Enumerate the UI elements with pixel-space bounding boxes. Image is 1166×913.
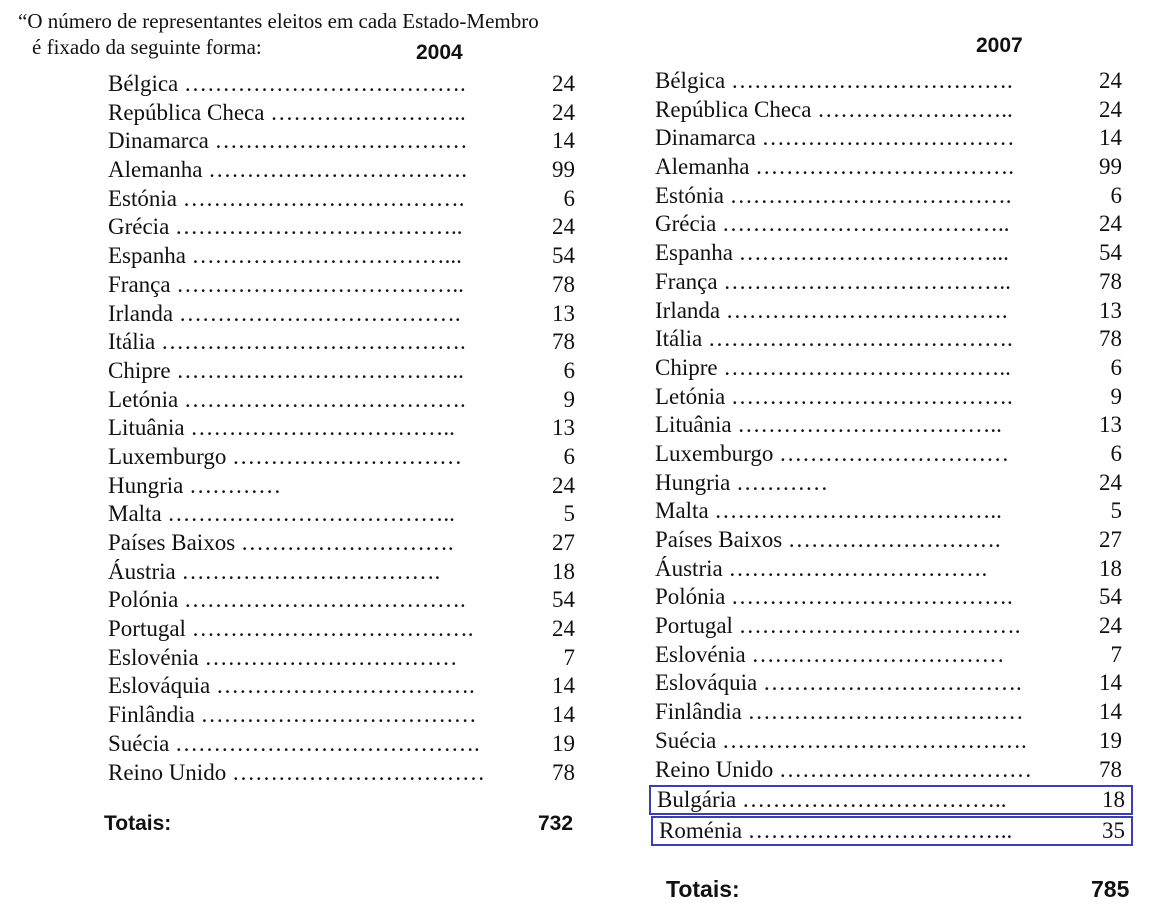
- list-item: [108, 759, 575, 788]
- list-item: [655, 526, 1122, 555]
- country-name: Espanha ……………………………...: [108, 243, 462, 269]
- list-item: [655, 239, 1122, 268]
- country-name: Reino Unido ……………………………: [655, 756, 1032, 782]
- list-item: [655, 411, 1122, 440]
- seat-count: 24: [1099, 211, 1122, 237]
- seat-count: 54: [1099, 584, 1122, 610]
- list-item: [108, 672, 575, 701]
- country-name: Países Baixos ……………………….: [655, 527, 1001, 552]
- list-item: [655, 698, 1122, 727]
- list-item: [108, 300, 575, 329]
- country-name: Eslovénia ……………………………: [108, 644, 458, 670]
- seat-count: 35: [1102, 818, 1125, 843]
- country-name: França ………………………………..: [655, 268, 1011, 294]
- seat-count: 24: [1099, 469, 1122, 495]
- seat-count: 54: [552, 243, 575, 269]
- country-name: Dinamarca ……………………………: [108, 128, 468, 154]
- totals-2007-value: 785: [1091, 876, 1130, 902]
- list-item: [108, 472, 575, 501]
- list-item: [108, 185, 575, 214]
- list-item: [108, 357, 575, 386]
- list-item: [655, 440, 1122, 469]
- seat-count: 24: [552, 616, 575, 642]
- highlight-row-romenia: [651, 816, 1133, 846]
- seat-count: 6: [563, 357, 575, 383]
- list-item: [108, 586, 575, 615]
- list-item: [655, 383, 1122, 412]
- list-item: [108, 414, 575, 443]
- list-item: [108, 127, 575, 156]
- list-item: [655, 583, 1122, 612]
- country-name: Portugal ……………………………….: [108, 616, 474, 642]
- country-name: Suécia ………………………………….: [108, 730, 480, 756]
- seat-count: 78: [1099, 326, 1122, 352]
- country-name: Irlanda ……………………………….: [655, 297, 1008, 323]
- country-name: Estónia ……………………………….: [655, 182, 1012, 208]
- country-name: Bélgica ……………………………….: [108, 71, 466, 96]
- seat-count: 14: [552, 128, 575, 154]
- list-item: [655, 641, 1122, 670]
- list-item: [108, 99, 575, 128]
- country-name: Grécia ………………………………..: [655, 211, 1010, 237]
- country-name: Irlanda ……………………………….: [108, 300, 461, 326]
- country-name: Reino Unido ……………………………: [108, 759, 485, 785]
- list-item: [655, 469, 1122, 498]
- country-name: Espanha ……………………………...: [655, 240, 1009, 266]
- seat-count: 7: [1110, 641, 1122, 667]
- seat-count: 18: [1099, 555, 1122, 581]
- country-name: Eslovénia ……………………………: [655, 641, 1005, 667]
- seat-count: 5: [1110, 498, 1122, 524]
- seat-count: 14: [552, 702, 575, 728]
- country-name: Polónia ……………………………….: [108, 587, 466, 613]
- seat-count: 14: [1099, 125, 1122, 151]
- list-item: [108, 644, 575, 673]
- list-item: [108, 242, 575, 271]
- list-item: [655, 497, 1122, 526]
- highlight-row-bulgaria: [649, 785, 1133, 815]
- seat-count: 24: [1099, 613, 1122, 639]
- totals-2004-value: 732: [538, 812, 574, 835]
- seat-count: 78: [1099, 268, 1122, 294]
- seat-count: 6: [1110, 354, 1122, 380]
- country-name: Itália ………………………………….: [655, 326, 1013, 352]
- seat-count: 24: [1099, 96, 1122, 122]
- seat-count: 78: [552, 329, 575, 355]
- seat-count: 19: [552, 730, 575, 756]
- seat-count: 54: [552, 587, 575, 613]
- list-item: [108, 730, 575, 759]
- list-item: [655, 612, 1122, 641]
- list-item: [655, 727, 1122, 756]
- list-item: [655, 67, 1122, 96]
- country-name: Lituânia ……………………………..: [655, 412, 1002, 438]
- list-item: [108, 529, 575, 558]
- list-item: [655, 96, 1122, 125]
- country-name: República Checa ……………………..: [108, 99, 466, 125]
- country-name: Hungria …………: [655, 469, 829, 495]
- list-item: [108, 615, 575, 644]
- country-name: Alemanha …………………………….: [108, 157, 468, 183]
- seat-count: 54: [1099, 240, 1122, 266]
- seat-count: 13: [552, 415, 575, 441]
- list-item: [655, 669, 1122, 698]
- seat-count: 6: [1110, 440, 1122, 466]
- seat-count: 13: [552, 300, 575, 326]
- country-name: Chipre ………………………………..: [108, 357, 464, 383]
- list-item: [655, 268, 1122, 297]
- list-item: [655, 153, 1122, 182]
- seats-list-2004: [108, 70, 575, 787]
- seat-count: 6: [563, 443, 575, 469]
- seat-count: 19: [1099, 727, 1122, 753]
- seat-count: 27: [552, 530, 575, 555]
- seat-count: 13: [1099, 297, 1122, 323]
- country-name: Suécia ………………………………….: [655, 727, 1027, 753]
- list-item: [108, 443, 575, 472]
- seat-count: 24: [552, 71, 575, 96]
- intro-line-1: “O número de representantes eleitos em cada Estado-Membro: [18, 9, 539, 33]
- seat-count: 14: [1099, 699, 1122, 725]
- seat-count: 13: [1099, 412, 1122, 438]
- seat-count: 78: [552, 271, 575, 297]
- year-2007-heading: 2007: [976, 34, 1023, 57]
- country-name: Países Baixos ……………………….: [108, 530, 454, 555]
- seat-count: 14: [552, 673, 575, 699]
- country-name: Dinamarca ……………………………: [655, 125, 1015, 151]
- country-name: Áustria …………………………….: [108, 558, 441, 584]
- list-item: [108, 386, 575, 415]
- seat-count: 7: [563, 644, 575, 670]
- seat-count: 27: [1099, 527, 1122, 552]
- country-name: Roménia ……………………………..: [659, 818, 1013, 843]
- seat-count: 9: [1110, 383, 1122, 409]
- list-item: [108, 70, 575, 99]
- list-item: [108, 328, 575, 357]
- country-name: Malta ………………………………..: [655, 498, 1002, 524]
- seat-count: 99: [1099, 154, 1122, 180]
- country-name: Grécia ………………………………..: [108, 214, 463, 240]
- list-item: [655, 756, 1122, 785]
- seat-count: 24: [1099, 68, 1122, 93]
- country-name: França ………………………………..: [108, 271, 464, 297]
- list-item: [108, 500, 575, 529]
- list-item: [655, 182, 1122, 211]
- list-item: [655, 210, 1122, 239]
- seat-count: 18: [552, 558, 575, 584]
- country-name: Alemanha …………………………….: [655, 154, 1015, 180]
- country-name: Chipre ………………………………..: [655, 354, 1011, 380]
- list-item: [655, 354, 1122, 383]
- country-name: Polónia ……………………………….: [655, 584, 1013, 610]
- country-name: República Checa ……………………..: [655, 96, 1013, 122]
- country-name: Eslováquia …………………………….: [108, 673, 475, 699]
- list-item: [655, 297, 1122, 326]
- seat-count: 24: [552, 99, 575, 125]
- country-name: Bulgária ……………………………..: [657, 787, 1007, 812]
- country-name: Hungria …………: [108, 472, 282, 498]
- intro-line-2: é fixado da seguinte forma:: [32, 35, 262, 59]
- country-name: Luxemburgo …………………………: [655, 440, 1010, 466]
- country-name: Estónia ……………………………….: [108, 185, 465, 211]
- country-name: Eslováquia …………………………….: [655, 670, 1022, 696]
- list-item: [108, 558, 575, 587]
- country-name: Bélgica ……………………………….: [655, 68, 1013, 93]
- seat-count: 24: [552, 472, 575, 498]
- country-name: Portugal ……………………………….: [655, 613, 1021, 639]
- country-name: Finlândia ………………………………: [655, 699, 1024, 725]
- seat-count: 6: [563, 185, 575, 211]
- list-item: [108, 156, 575, 185]
- seat-count: 6: [1110, 182, 1122, 208]
- seat-count: 78: [552, 759, 575, 785]
- country-name: Finlândia ………………………………: [108, 702, 477, 728]
- seats-list-2007: [655, 67, 1122, 784]
- year-2004-heading: 2004: [416, 41, 463, 64]
- country-name: Itália ………………………………….: [108, 329, 466, 355]
- seat-count: 9: [563, 386, 575, 412]
- list-item: [655, 124, 1122, 153]
- seat-count: 14: [1099, 670, 1122, 696]
- country-name: Letónia ……………………………….: [655, 383, 1013, 409]
- seat-count: 5: [563, 501, 575, 527]
- seat-count: 99: [552, 157, 575, 183]
- country-name: Luxemburgo …………………………: [108, 443, 463, 469]
- list-item: [108, 213, 575, 242]
- country-name: Malta ………………………………..: [108, 501, 455, 527]
- seat-count: 18: [1102, 787, 1125, 812]
- totals-2004-label: Totais:: [104, 812, 172, 835]
- list-item: [655, 555, 1122, 584]
- totals-2007-label: Totais:: [666, 876, 740, 902]
- list-item: [108, 271, 575, 300]
- seat-count: 24: [552, 214, 575, 240]
- list-item: [108, 701, 575, 730]
- seat-count: 78: [1099, 756, 1122, 782]
- list-item: [655, 325, 1122, 354]
- country-name: Lituânia ……………………………..: [108, 415, 455, 441]
- country-name: Áustria …………………………….: [655, 555, 988, 581]
- country-name: Letónia ……………………………….: [108, 386, 466, 412]
